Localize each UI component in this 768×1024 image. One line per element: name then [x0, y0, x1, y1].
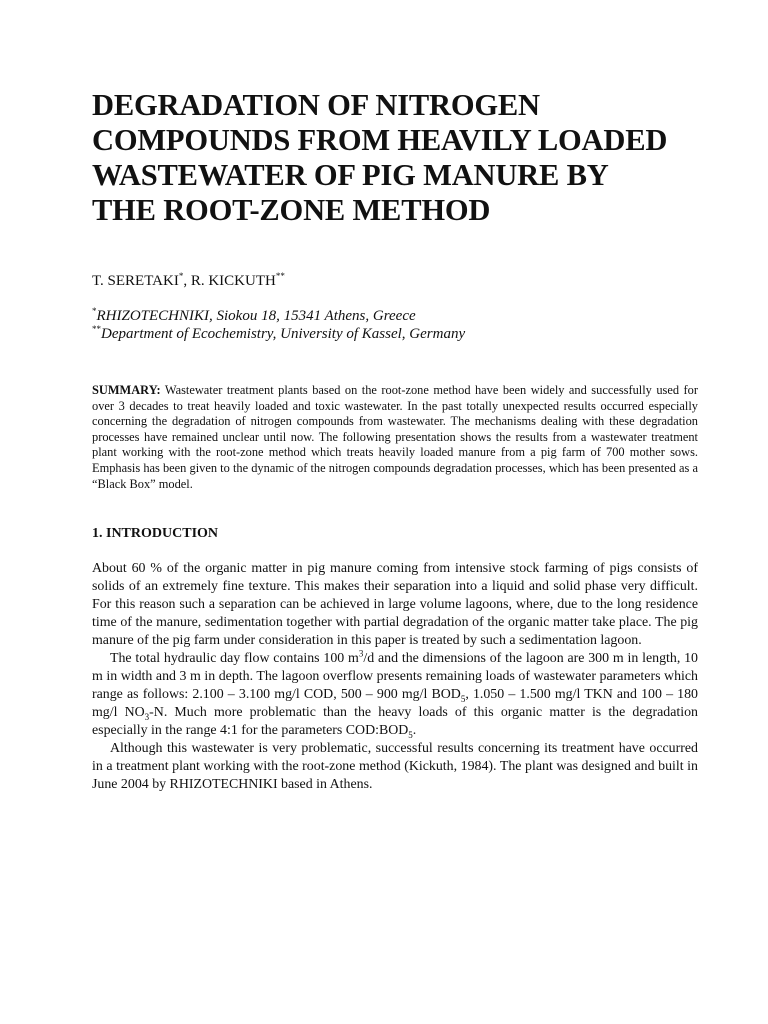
- subscript: 5: [460, 693, 466, 704]
- author-list: [92, 272, 698, 290]
- paragraph: [92, 650, 698, 740]
- paragraph-text: The total hydraulic day flow contains 100 m: [110, 651, 359, 667]
- paper-title: [92, 88, 698, 228]
- paragraph-text: , 1.050 – 1.500 mg/l TKN and 100 – 180 mg/l NO: [92, 687, 698, 721]
- title-line-4: THE ROOT-ZONE METHOD: [92, 193, 491, 227]
- title-line-3: WASTEWATER OF PIG MANURE BY: [92, 158, 609, 192]
- affiliation-list: [92, 307, 698, 343]
- paragraph-text: -N. Much more problematic than the heavy loads of this organic matter is the degradation especially in the range 4:1 for the parameters COD:BOD: [92, 705, 698, 739]
- paragraph-text: /d and the dimensions of the lagoon are 300 m in length, 10 m in width and 3 m in depth. The lagoon overflow presents remaining loads of wastewater parameters which range as follows: 2.100 – 3.100 mg/l COD, 500 – 900 mg/l BOD: [92, 651, 699, 703]
- affiliation: [92, 307, 698, 325]
- author-name: R. KICKUTH: [190, 273, 276, 289]
- paper-page: [92, 88, 698, 794]
- title-line-1: DEGRADATION OF NITROGEN: [92, 88, 540, 122]
- affiliation: [92, 325, 698, 343]
- author-name: T. SERETAKI: [92, 273, 179, 289]
- affiliation-mark: *: [92, 306, 97, 316]
- subscript: 3: [144, 711, 150, 722]
- paragraph-text: .: [412, 723, 417, 739]
- section-body: [92, 560, 698, 794]
- summary-label: SUMMARY:: [92, 383, 161, 397]
- superscript: 3: [358, 648, 364, 659]
- paragraph: Although this wastewater is very problematic, successful results concerning its treatment have occurred in a treatment plant working with the root-zone method (Kickuth, 1984). The plant was designed and built in June 2004 by RHIZOTECHNIKI based in Athens.: [92, 741, 698, 793]
- summary-text: Wastewater treatment plants based on the root-zone method have been widely and successfully used for over 3 decades to treat heavily loaded and toxic wastewater. In the past totally unexpected results occurred especially concerning the degradation of nitrogen compounds from wastewater. The mechanisms dealing with these degradation processes have remained unclear until now. The following presentation shows the results from a wastewater treatment plant working with the root-zone method which treats heavily loaded manure from a pig farm of 700 mother sows. Emphasis has been given to the dynamic of the nitrogen compounds degradation processes, which has been presented as a “Black Box” model.: [92, 383, 698, 491]
- author-affil-mark: *: [178, 271, 184, 281]
- summary-abstract: [92, 383, 698, 492]
- section-heading: 1. INTRODUCTION: [92, 526, 219, 542]
- subscript: 5: [408, 729, 413, 740]
- author-separator: ,: [183, 273, 191, 289]
- affiliation-mark: **: [92, 324, 101, 334]
- title-line-2: COMPOUNDS FROM HEAVILY LOADED: [92, 123, 668, 157]
- author-affil-mark: **: [275, 271, 285, 281]
- paragraph: About 60 % of the organic matter in pig manure coming from intensive stock farming of pigs consists of solids of an extremely fine texture. This makes their separation into a liquid and solid phase very difficult. For this reason such a separation can be achieved in large volume lagoons, where, due to the long residence time of the manure, sedimentation together with partial degradation of the organic matter take place. The pig manure of the pig farm under consideration in this paper is treated by such a sedimentation lagoon.: [92, 561, 698, 649]
- affiliation-text: Department of Ecochemistry, University of Kassel, Germany: [101, 326, 466, 342]
- affiliation-text: RHIZOTECHNIKI, Siokou 18, 15341 Athens, Greece: [96, 308, 416, 324]
